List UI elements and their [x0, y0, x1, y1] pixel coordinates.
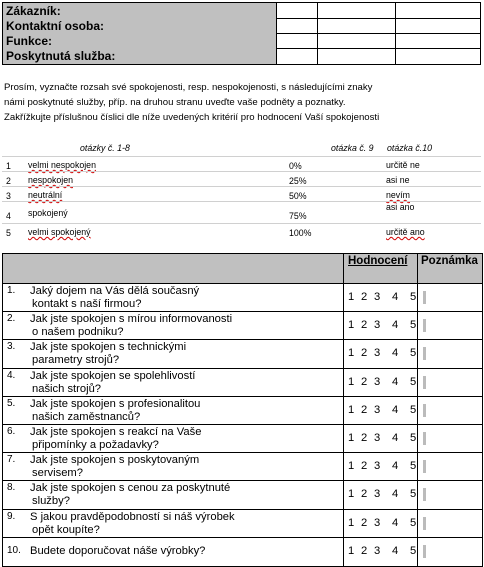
question-number: 5. [7, 397, 16, 409]
scale-label-q10: určitě ne [386, 160, 420, 170]
rating-option-3[interactable]: 3 [374, 403, 381, 416]
rating-option-2[interactable]: 2 [361, 319, 368, 332]
rating-option-4[interactable]: 4 [392, 347, 399, 360]
scale-label-q10: asi ne [386, 175, 410, 185]
scale-label-q1-8: velmi nespokojen [28, 160, 96, 170]
scale-row [2, 156, 481, 172]
question-row [3, 538, 482, 565]
scale-label-q1-8: velmi spokojený [28, 227, 91, 237]
note-cell[interactable] [423, 460, 426, 473]
instructions-line-1: Prosím, vyznačte rozsah své spokojenosti, resp. nespokojenosti, s následujícími znaky [4, 82, 373, 93]
cell-divider [395, 3, 396, 64]
scale-label-q9: 25% [289, 176, 307, 186]
question-number: 10. [7, 544, 21, 556]
note-cell[interactable] [423, 404, 426, 417]
scale-header-q9: otázka č. 9 [331, 143, 374, 153]
scale-label-q9: 50% [289, 191, 307, 201]
scale-label-q9: 100% [289, 228, 312, 238]
rating-option-4[interactable]: 4 [392, 319, 399, 332]
question-row [3, 312, 482, 340]
instructions [4, 80, 480, 125]
question-row [3, 284, 482, 312]
note-cell[interactable] [423, 432, 426, 445]
scale-row [2, 171, 481, 187]
rating-option-1[interactable]: 1 [348, 516, 355, 529]
rating-column-header: Hodnocení [348, 255, 408, 267]
rating-option-4[interactable]: 4 [392, 544, 399, 557]
service-label: Poskytnutá služba: [6, 49, 116, 63]
rating-option-5[interactable]: 5 [410, 319, 417, 332]
scale-label-q1-8: nespokojen [28, 175, 73, 185]
rating-option-5[interactable]: 5 [410, 516, 417, 529]
rating-option-3[interactable]: 3 [374, 460, 381, 473]
rating-option-2[interactable]: 2 [361, 488, 368, 501]
rating-option-5[interactable]: 5 [410, 291, 417, 303]
rating-option-4[interactable]: 4 [392, 460, 399, 473]
service-value-cell[interactable] [277, 48, 480, 63]
header-labels [2, 2, 277, 65]
scale-number: 3 [6, 191, 11, 201]
note-column-header: Poznámka [421, 255, 478, 267]
rating-option-1[interactable]: 1 [348, 488, 355, 501]
question-text: Jak jste spokojen s profesionalitou našich zaměstnanců? [30, 397, 201, 423]
note-cell[interactable] [423, 488, 426, 501]
rating-option-2[interactable]: 2 [361, 347, 368, 360]
note-cell[interactable] [423, 545, 426, 558]
rating-option-5[interactable]: 5 [410, 488, 417, 501]
customer-value-cell[interactable] [277, 3, 480, 19]
question-number: 2. [7, 313, 16, 325]
rating-option-1[interactable]: 1 [348, 460, 355, 473]
note-cell[interactable] [423, 376, 426, 389]
rating-option-5[interactable]: 5 [410, 347, 417, 360]
instructions-line-3: Zakřížkujte příslušnou číslici dle níže uvedených kritérií pro hodnocení Vaší spokojenosti [4, 112, 380, 123]
questionnaire-sheet [2, 2, 481, 565]
question-number: 3. [7, 341, 16, 353]
note-cell[interactable] [423, 347, 426, 360]
rating-option-3[interactable]: 3 [374, 544, 381, 557]
question-text: S jakou pravděpodobností si náš výrobek opět koupíte? [30, 510, 235, 536]
rating-option-5[interactable]: 5 [410, 460, 417, 473]
rating-option-3[interactable]: 3 [374, 291, 381, 303]
scale-label-q1-8: spokojený [28, 208, 68, 218]
question-row [3, 481, 482, 509]
rating-option-1[interactable]: 1 [348, 403, 355, 416]
scale-row [2, 186, 481, 202]
rating-option-4[interactable]: 4 [392, 488, 399, 501]
question-row [3, 369, 482, 397]
scale-number: 1 [6, 161, 11, 171]
rating-option-2[interactable]: 2 [361, 460, 368, 473]
question-row [3, 425, 482, 453]
rating-option-2[interactable]: 2 [361, 375, 368, 388]
scale-number: 5 [6, 228, 11, 238]
scale-row [2, 201, 481, 224]
question-row [3, 453, 482, 481]
note-cell[interactable] [423, 291, 426, 304]
instructions-line-2: námi poskytnuté služby, příp. na druhou stranu uveďte vaše podněty a poznatky. [4, 97, 346, 108]
question-text: Budete doporučovat náše výrobky? [30, 544, 206, 557]
question-text: Jak jste spokojen s reakcí na Vaše připomínky a požadavky? [30, 426, 202, 451]
rating-option-1[interactable]: 1 [348, 347, 355, 360]
function-value-cell[interactable] [277, 33, 480, 49]
rating-option-1[interactable]: 1 [348, 432, 355, 444]
rating-option-4[interactable]: 4 [392, 375, 399, 388]
rating-option-3[interactable]: 3 [374, 319, 381, 332]
rating-option-1[interactable]: 1 [348, 291, 355, 303]
customer-label: Zákazník: [6, 4, 61, 18]
scale-label-q9: 0% [289, 161, 302, 171]
rating-option-4[interactable]: 4 [392, 291, 399, 303]
scale-label-q10: nevím [386, 190, 410, 200]
rating-option-1[interactable]: 1 [348, 319, 355, 332]
rating-option-2[interactable]: 2 [361, 516, 368, 529]
rating-option-3[interactable]: 3 [374, 347, 381, 360]
rating-option-5[interactable]: 5 [410, 403, 417, 416]
question-number: 8. [7, 482, 16, 494]
rating-option-1[interactable]: 1 [348, 375, 355, 388]
scale-row [2, 223, 481, 239]
question-text: Jak jste spokojen se spolehlivostí našich strojů? [30, 369, 196, 395]
scale-number: 4 [6, 211, 11, 221]
rating-option-4[interactable]: 4 [392, 432, 399, 444]
rating-option-5[interactable]: 5 [410, 544, 417, 557]
question-number: 7. [7, 454, 16, 466]
question-number: 1. [7, 285, 16, 296]
rating-option-3[interactable]: 3 [374, 375, 381, 388]
question-number: 9. [7, 510, 16, 522]
scale-header-q10: otázka č.10 [387, 143, 432, 153]
note-cell[interactable] [423, 517, 426, 530]
rating-option-3[interactable]: 3 [374, 516, 381, 529]
function-label: Funkce: [6, 34, 53, 48]
cell-divider [317, 3, 318, 64]
rating-table-header [3, 254, 482, 284]
scale-header-q1-8: otázky č. 1-8 [80, 143, 130, 153]
question-row [3, 510, 482, 538]
scale-label-q10: asi ano [386, 202, 415, 212]
rating-option-2[interactable]: 2 [361, 544, 368, 557]
rating-option-2[interactable]: 2 [361, 432, 368, 444]
question-number: 4. [7, 369, 16, 381]
question-number: 6. [7, 426, 16, 437]
rating-option-3[interactable]: 3 [374, 432, 381, 444]
question-text: Jaký dojem na Vás dělá současný kontakt s naší firmou? [30, 285, 200, 310]
rating-table [2, 253, 483, 567]
customer-header [2, 2, 481, 64]
scale-label-q10: určitě ano [386, 227, 425, 237]
rating-option-2[interactable]: 2 [361, 403, 368, 416]
rating-option-3[interactable]: 3 [374, 488, 381, 501]
note-cell[interactable] [423, 319, 426, 332]
question-text: Jak jste spokojen s cenou za poskytnuté služby? [30, 482, 231, 508]
rating-option-1[interactable]: 1 [348, 544, 355, 557]
header-value-cells [277, 2, 481, 65]
rating-option-4[interactable]: 4 [392, 516, 399, 529]
question-row [3, 397, 482, 425]
scale-label-q9: 75% [289, 211, 307, 221]
question-row [3, 340, 482, 368]
scale-number: 2 [6, 176, 11, 186]
question-text: Jak jste spokojen s poskytovaným servisem? [30, 454, 200, 480]
rating-option-4[interactable]: 4 [392, 403, 399, 416]
question-text: Jak jste spokojen s technickými parametry strojů? [30, 341, 187, 367]
rating-option-2[interactable]: 2 [361, 291, 368, 303]
scale-label-q1-8: neutrální [28, 190, 63, 200]
rating-option-5[interactable]: 5 [410, 375, 417, 388]
rating-option-5[interactable]: 5 [410, 432, 417, 444]
question-text: Jak jste spokojen s mírou informovanosti o našem podniku? [30, 313, 233, 339]
contact-person-value-cell[interactable] [277, 18, 480, 34]
contact-person-label: Kontaktní osoba: [6, 19, 104, 33]
